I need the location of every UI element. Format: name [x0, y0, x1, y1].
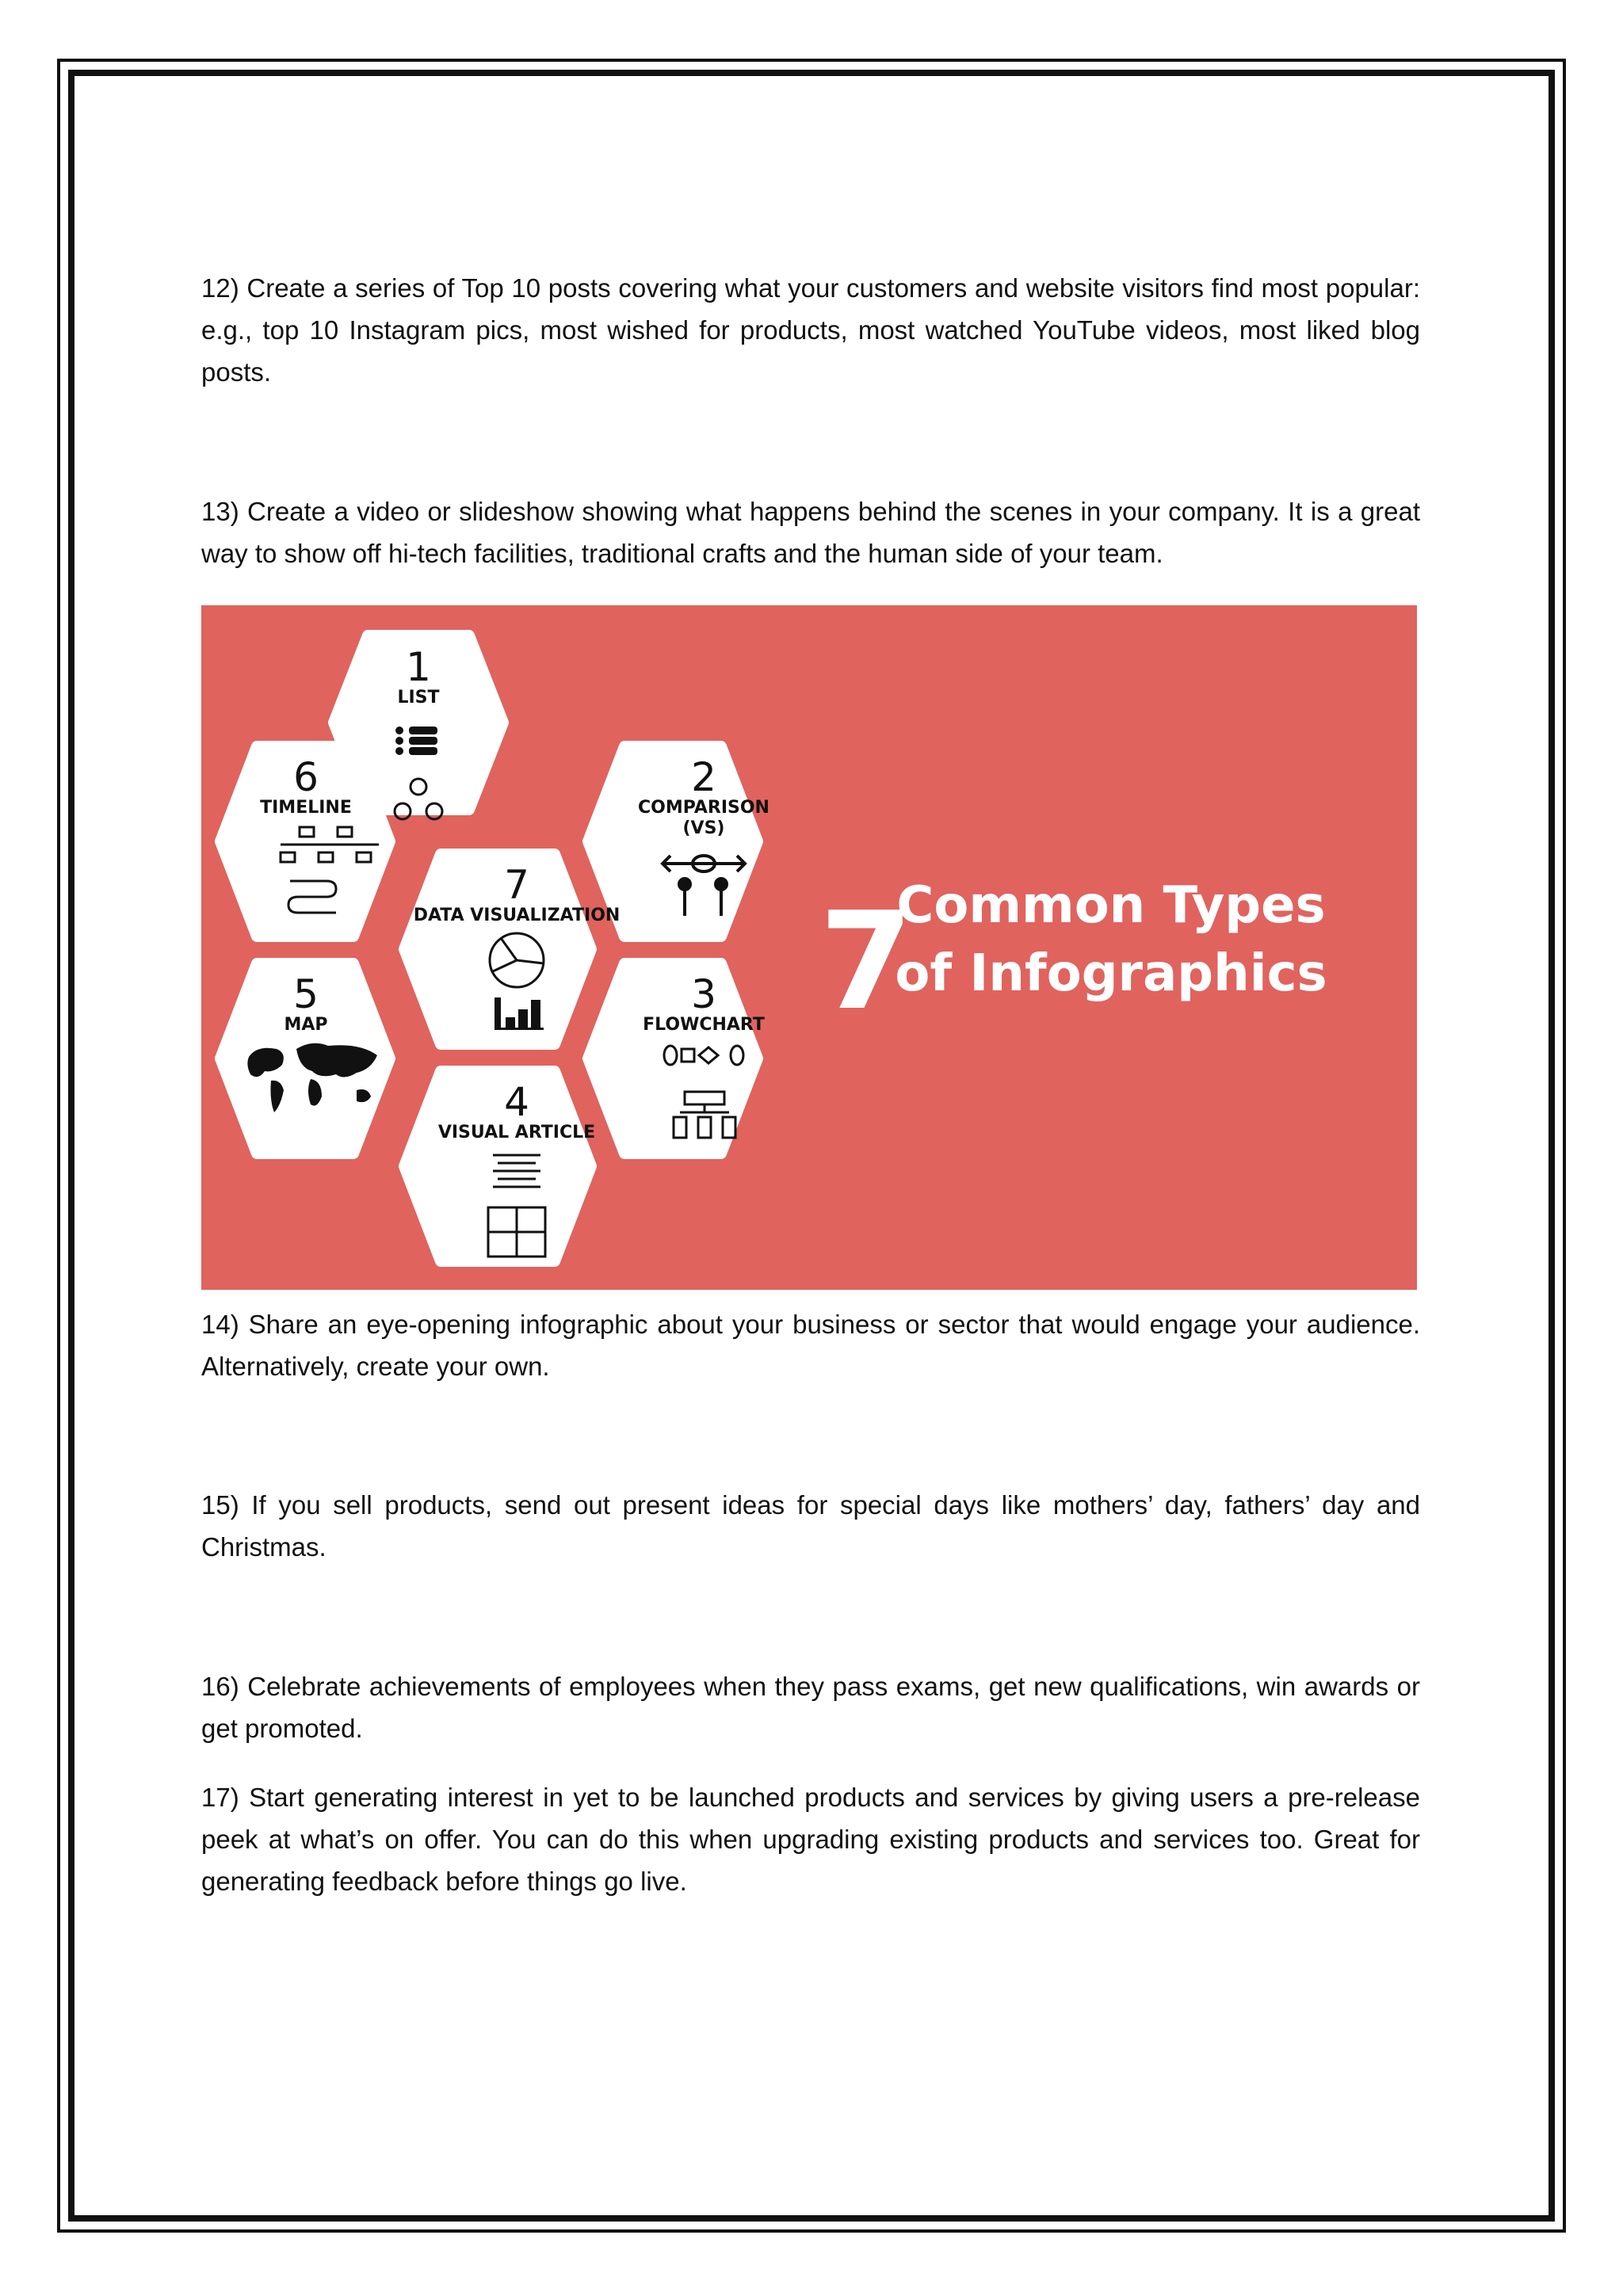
hex-number: 2: [691, 754, 716, 800]
paragraph-16: 16) Celebrate achievements of employees when they pass exams, get new qualifications, win awards or get promoted.: [201, 1672, 1420, 1743]
hex-number: 4: [504, 1079, 529, 1125]
paragraph-12: 12) Create a series of Top 10 posts covering what your customers and website visitors find most popular: e.g., top 10 Instagram pics, most wished for products, most watched YouTube videos, most liked blog posts.: [201, 273, 1420, 387]
headline-line1: Common Types: [896, 876, 1326, 935]
hex-label: FLOWCHART: [643, 1015, 765, 1035]
hex-label: LIST: [397, 688, 440, 707]
hex-map: [220, 963, 390, 1154]
hex-label: DATA VISUALIZATION: [413, 906, 621, 925]
hex-label: VISUAL ARTICLE: [437, 1123, 596, 1142]
paragraph-15: 15) If you sell products, send out present ideas for special days like mothers’ day, fathers’ day and Christmas.: [201, 1490, 1420, 1562]
hex-number: 1: [406, 644, 431, 690]
infographic-image: [201, 605, 1417, 1290]
paragraph-14: 14) Share an eye-opening infographic about your business or sector that would engage your audience. Alternatively, create your own.: [201, 1310, 1420, 1381]
hex-label: COMPARISON: [638, 798, 769, 818]
headline-number: 7: [819, 883, 914, 1040]
paragraph-13: 13) Create a video or slideshow showing what happens behind the scenes in your company. It is a great way to show off hi-tech facilities, traditional crafts and the human side of your team.: [201, 497, 1420, 568]
headline-line2: of Infographics: [895, 944, 1327, 1003]
hex-number: 5: [293, 971, 319, 1017]
hex-number: 6: [293, 754, 319, 800]
hex-number: 3: [691, 971, 716, 1017]
hex-label: TIMELINE: [260, 798, 352, 818]
hex-label-sub: (VS): [682, 818, 725, 838]
hex-number: 7: [504, 862, 529, 908]
paragraph-17: 17) Start generating interest in yet to be launched products and services by giving users a pre-release peek at what’s on offer. You can do this when upgrading existing products and services too. Great for generating feedback before things go live.: [201, 1783, 1420, 1896]
hex-timeline: [220, 746, 390, 936]
hex-label: MAP: [284, 1015, 328, 1035]
hex-visual-article: [404, 1071, 595, 1261]
